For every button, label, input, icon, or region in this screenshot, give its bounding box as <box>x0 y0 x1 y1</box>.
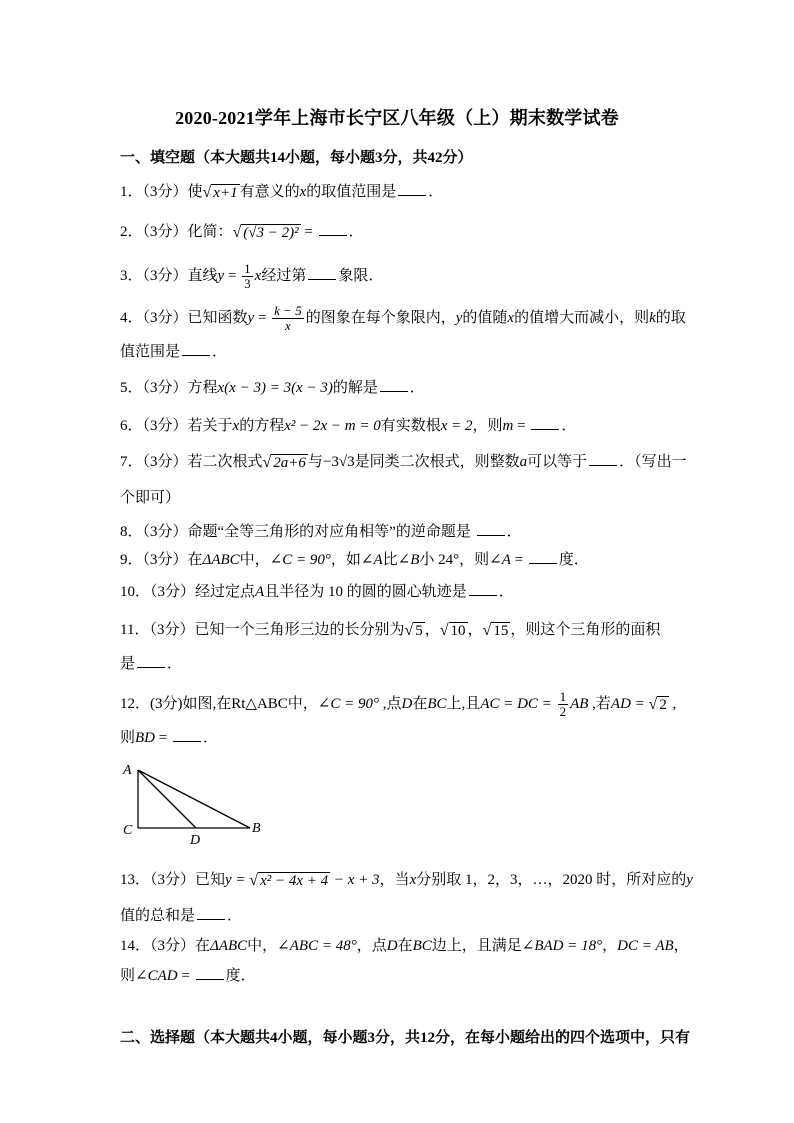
q13-text: ，当 <box>379 872 410 888</box>
q2-text: = <box>300 224 317 240</box>
q12-radicand: 2 <box>659 697 667 713</box>
sqrt-sign: √ 5 <box>404 622 423 640</box>
answer-blank <box>477 523 505 536</box>
question-12 <box>120 690 676 719</box>
q12-angle: ∠C = 90° <box>317 695 379 712</box>
q1-text: 的取值范围是 <box>306 184 397 200</box>
q14-segment: BC <box>412 938 432 954</box>
q4-text: ． <box>212 344 228 360</box>
q5-equation: x(x − 3) = 3(x − 3) <box>217 380 333 396</box>
q9-text: 9．（3分）在 <box>120 552 203 568</box>
q7-radicand: 2a+6 <box>273 455 306 472</box>
q5-text: 5．（3分）方程 <box>120 380 218 396</box>
q1-text: 1．（3分）使 <box>120 184 203 200</box>
triangle-figure <box>118 758 268 850</box>
q10-text: 10．（3分）经过定点 <box>120 584 256 600</box>
fraction-numerator: 1 <box>244 261 251 276</box>
q6-root: x = 2 <box>440 418 473 434</box>
question-11-cont <box>120 654 182 674</box>
question-1 <box>120 182 443 202</box>
q4-text: 的值增大而减小，则 <box>514 309 650 326</box>
q11-side: 5 <box>415 623 423 640</box>
q13-equation: y = <box>225 872 250 888</box>
answer-blank <box>469 583 497 596</box>
answer-blank <box>589 453 617 466</box>
q14-text: 度． <box>225 968 256 984</box>
q12-text: , <box>668 695 677 712</box>
q8-text: 8．（3分）命题“全等三角形的对应角相等”的逆命题是 <box>120 524 475 540</box>
q14-angle: ∠ABC = 48° <box>277 938 357 954</box>
q7-text: 可以等于 <box>527 454 588 470</box>
answer-blank <box>196 967 224 980</box>
answer-blank <box>531 417 559 430</box>
q7-text: 是同类二次根式，则整数 <box>354 454 520 470</box>
q9-triangle: ΔABC <box>202 552 240 568</box>
section-choice-heading: 二、选择题（本大题共4小题，每小题3分，共12分，在每小题给出的四个选项中，只有 <box>120 1030 691 1046</box>
fraction <box>272 304 304 333</box>
q4-var: k <box>649 309 656 326</box>
q12-text: 在 <box>412 695 428 712</box>
q2-text: ． <box>348 224 364 240</box>
answer-blank <box>319 223 347 236</box>
q2-radicand: (√3 − 2)² <box>243 225 299 242</box>
question-4-cont <box>120 342 227 362</box>
q9-text: 小 24°，则 <box>419 552 490 568</box>
label-b: B <box>252 821 261 836</box>
segment-ad <box>138 770 196 828</box>
q14-text: 边上，且满足 <box>431 938 522 954</box>
answer-blank <box>197 907 225 920</box>
q6-text: ． <box>561 418 577 434</box>
label-a: A <box>123 763 132 778</box>
q12-text: 上,且 <box>446 695 481 712</box>
q14-text: ，点 <box>356 938 387 954</box>
q1-radicand: x+1 <box>213 185 238 202</box>
sqrt-sign: √ 2 <box>648 696 667 713</box>
q13-text: 值的总和是 <box>120 908 196 924</box>
q10-text: 且半径为 10 的圆的圆心轨迹是 <box>264 584 467 600</box>
q14-text: ， <box>602 938 618 954</box>
q14-angle: ∠CAD <box>135 968 178 984</box>
question-3 <box>120 262 383 291</box>
q13-text: 分别取 1，2，3，…，2020 时，所对应的 <box>416 872 687 888</box>
q3-text: 经过第 <box>261 267 307 284</box>
q9-text: 度． <box>558 552 589 568</box>
fraction-denominator: 3 <box>244 276 251 291</box>
q14-text: 中， <box>247 938 278 954</box>
question-14-cont <box>120 966 256 986</box>
q11-text: ， <box>467 622 483 638</box>
answer-blank <box>173 729 201 742</box>
page-title: 2020-2021学年上海市长宁区八年级（上）期末数学试卷 <box>175 108 619 128</box>
q11-text: ． <box>167 656 183 672</box>
question-11 <box>120 620 660 640</box>
segment-ab <box>138 770 250 828</box>
q12-segment: AB <box>570 695 589 712</box>
q6-var: m <box>502 418 514 434</box>
q3-var: y <box>217 267 225 284</box>
q4-text: 4．（3分）已知函数 <box>120 309 248 326</box>
q6-text: 有实数根 <box>380 418 441 434</box>
q12-text: 则 <box>120 730 136 746</box>
question-13 <box>120 870 693 890</box>
q8-text: ． <box>506 524 522 540</box>
section-fill-in-heading: 一、填空题（本大题共14小题，每小题3分，共42分） <box>120 150 473 166</box>
question-14 <box>120 936 689 956</box>
question-2 <box>120 222 364 242</box>
q13-text: ． <box>227 908 243 924</box>
q9-text: ，如 <box>330 552 361 568</box>
q12-segment: BC <box>427 695 447 712</box>
q11-text: ，则这个三角形的面积 <box>510 622 661 638</box>
q2-text: 2．（3分）化简： <box>120 224 233 240</box>
q12-text: 12．(3分)如图,在Rt△ABC中， <box>120 695 318 712</box>
q9-text: 比 <box>382 552 398 568</box>
q5-text: 的解是 <box>332 380 378 396</box>
q12-text: ． <box>202 730 218 746</box>
q6-text: 的方程 <box>239 418 285 434</box>
q4-text: = <box>254 309 271 326</box>
question-9 <box>120 550 589 570</box>
q5-text: ． <box>409 380 425 396</box>
q9-text: = <box>510 552 527 568</box>
q14-text: 在 <box>397 938 413 954</box>
q3-text: 象限． <box>338 267 384 284</box>
sqrt-sign: √ 15 <box>482 622 509 640</box>
q12-equation: AD = <box>610 695 649 712</box>
q13-equation: − x + 3 <box>330 872 380 888</box>
q7-radical: −3√3 <box>322 454 355 470</box>
question-13-cont <box>120 906 242 926</box>
q6-text: = <box>513 418 530 434</box>
q6-equation: x² − 2x − m = 0 <box>284 418 381 434</box>
answer-blank <box>137 655 165 668</box>
q11-side: 10 <box>450 623 466 640</box>
q4-text: 值范围是 <box>120 344 181 360</box>
q11-side: 15 <box>493 623 509 640</box>
q6-text: ，则 <box>472 418 503 434</box>
answer-blank <box>380 379 408 392</box>
q14-angle: ∠BAD = 18° <box>521 938 603 954</box>
question-7 <box>120 452 687 472</box>
q4-var: y <box>247 309 255 326</box>
answer-blank <box>182 343 210 356</box>
question-6 <box>120 416 576 436</box>
question-5 <box>120 378 425 398</box>
sqrt-sign: √ (√3 − 2)² <box>232 224 299 242</box>
sqrt-sign: √ 10 <box>439 622 466 640</box>
q11-text: 是 <box>120 656 136 672</box>
q1-text: 有意义的 <box>239 184 300 200</box>
q3-text: = <box>224 267 241 284</box>
fraction <box>242 262 253 291</box>
label-c: C <box>123 823 133 838</box>
q3-text: 3．（3分）直线 <box>120 267 218 284</box>
q12-text: ,若 <box>588 695 611 712</box>
question-8 <box>120 522 522 542</box>
q12-text: ,点 <box>379 695 402 712</box>
q3-var: x <box>254 267 262 284</box>
q14-text: = <box>177 968 194 984</box>
answer-blank <box>529 551 557 564</box>
question-7-cont: 个即可） <box>120 490 181 506</box>
q4-var: y <box>455 309 463 326</box>
q4-text: 的值随 <box>462 309 508 326</box>
fraction-numerator: k − 5 <box>274 303 302 318</box>
q9-angle: ∠A <box>489 552 511 568</box>
q9-text: 中， <box>239 552 270 568</box>
fraction-numerator: 1 <box>559 689 567 704</box>
answer-blank <box>398 183 426 196</box>
q7-text: 7．（3分）若二次根式 <box>120 454 263 470</box>
q14-text: 则 <box>120 968 136 984</box>
q1-var: x <box>299 184 307 200</box>
question-12-cont <box>120 728 218 748</box>
q7-text: ．（写出一 <box>619 454 687 470</box>
question-10 <box>120 582 514 602</box>
q9-angle: ∠A <box>360 552 383 568</box>
q11-text: ， <box>424 622 440 638</box>
q14-triangle: ΔABC <box>210 938 248 954</box>
q10-text: ． <box>498 584 514 600</box>
q14-equation: DC = AB <box>617 938 674 954</box>
q9-angle: ∠B <box>397 552 420 568</box>
answer-blank <box>308 267 336 280</box>
q14-text: 14．（3分）在 <box>120 938 211 954</box>
fraction-denominator: 2 <box>559 704 567 719</box>
q6-var: x <box>232 418 240 434</box>
q14-text: ， <box>673 938 689 954</box>
sqrt-sign: √ x² − 4x + 4 <box>249 872 329 890</box>
q7-var: a <box>519 454 528 470</box>
q12-segment: BD <box>135 730 156 746</box>
q1-text: ． <box>428 184 444 200</box>
fraction-denominator: x <box>285 318 291 333</box>
label-d: D <box>190 833 201 848</box>
sqrt-sign: √ x+1 <box>202 184 238 202</box>
q10-point: A <box>255 584 265 600</box>
q6-text: 6．（3分）若关于 <box>120 418 233 434</box>
q12-text: = <box>155 730 171 746</box>
q11-text: 11．（3分）已知一个三角形三边的长分别为 <box>120 622 405 638</box>
q13-var: y <box>686 872 693 888</box>
q13-text: 13．（3分）已知 <box>120 872 226 888</box>
q4-var: x <box>507 309 515 326</box>
q4-text: 的图象在每个象限内， <box>305 309 456 326</box>
q7-text: 与 <box>307 454 323 470</box>
fraction <box>558 690 569 719</box>
q12-equation: AC = DC = <box>480 695 556 712</box>
q4-text: 的取 <box>655 309 686 326</box>
q9-angle: ∠C = 90° <box>269 552 331 568</box>
q14-point: D <box>386 938 398 954</box>
question-4 <box>120 304 686 333</box>
sqrt-sign: √ 2a+6 <box>262 454 306 472</box>
q13-radicand: x² − 4x + 4 <box>260 873 329 890</box>
q13-var: x <box>409 872 417 888</box>
q12-point: D <box>401 695 413 712</box>
